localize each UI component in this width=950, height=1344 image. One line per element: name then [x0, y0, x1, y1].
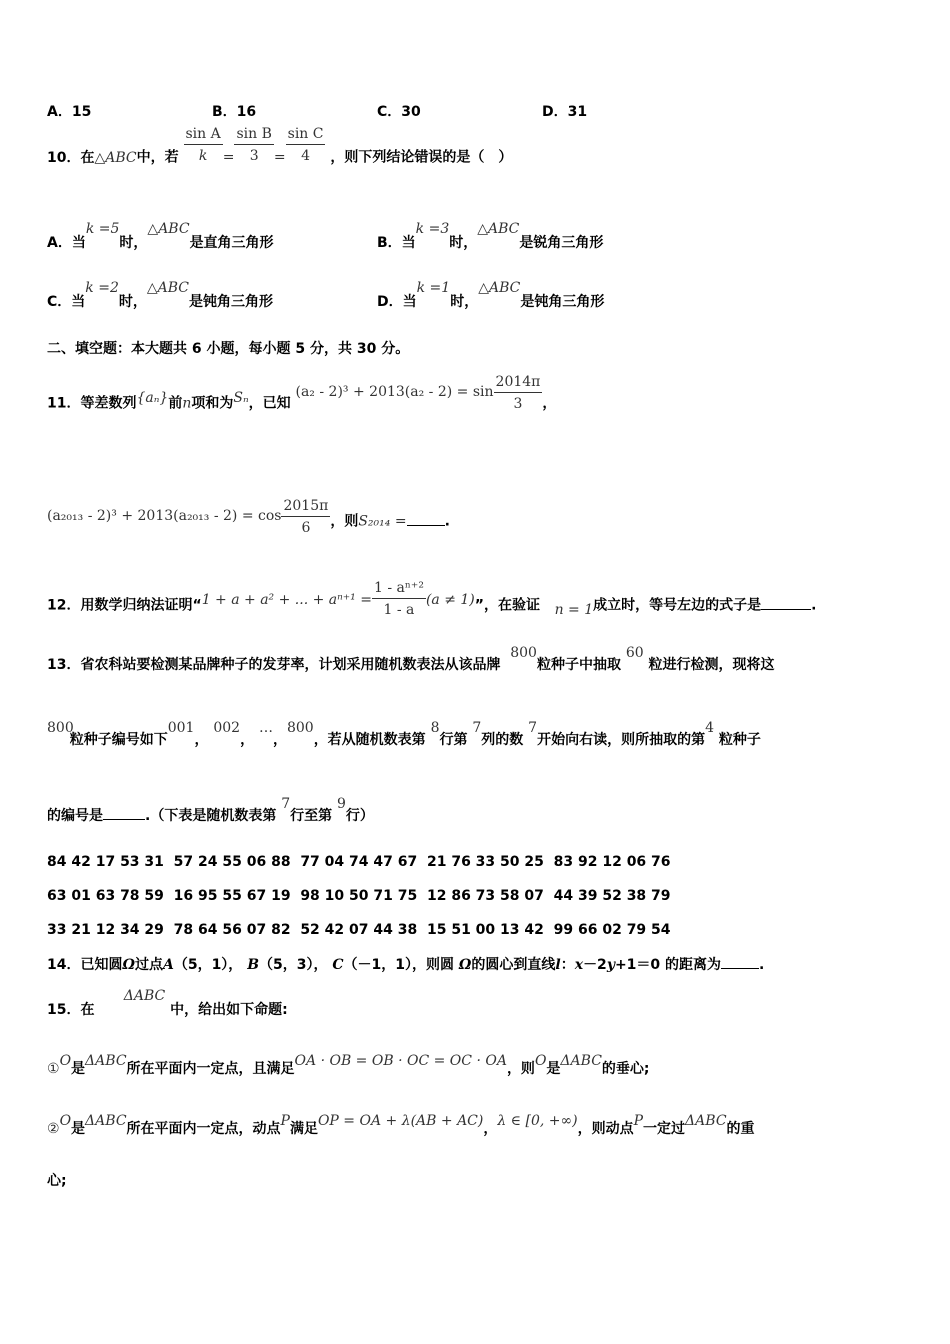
q14-point-b: B — [247, 957, 260, 973]
q9-option-b: B．16 — [212, 104, 257, 120]
q10-d-tail: 是钝角三角形 — [520, 294, 605, 310]
q9-option-a: A．15 — [47, 104, 92, 120]
q10-c-time: 时， — [118, 294, 147, 310]
q15-p1-eq: OA · OB = OB · OC = OC · OA — [294, 1053, 507, 1069]
q15-p1-tri: ΔABC — [85, 1053, 127, 1069]
q10-frac-c-num: sin C — [286, 124, 326, 145]
q12-num: 1 - aⁿ⁺² — [372, 578, 426, 599]
question-11-line-2 — [47, 500, 450, 543]
q11-seq: {aₙ} — [136, 389, 169, 406]
q15-p2-c: 满足 — [289, 1121, 318, 1137]
q12-fraction — [372, 578, 426, 621]
q13-l2d: 列的数 — [481, 732, 524, 748]
q15-p1-o: O — [59, 1053, 72, 1069]
q13-dots: … — [258, 720, 273, 736]
q15-p1-mark: ① — [47, 1061, 60, 1077]
q14-f: +1＝0 的距离为 — [614, 957, 722, 973]
q10-b-tri: △ABC — [477, 221, 520, 237]
q13-sep1: ， — [194, 732, 209, 748]
q11-mid2: 项和为 — [191, 395, 234, 412]
q10-a-k: k =5 — [85, 221, 120, 237]
q12-number: 12．用数学归纳法证明 — [47, 597, 193, 614]
q15-number: 15．在 — [47, 1002, 95, 1018]
q10-eq-1: = — [222, 149, 235, 166]
q14-x: x — [574, 957, 584, 973]
q11-then: ，则 — [330, 513, 359, 530]
q12-right-quote: ” — [474, 597, 484, 614]
q9-option-d: D．31 — [542, 104, 588, 120]
q10-frac-c-den: 4 — [301, 148, 311, 164]
q13-code-001: 001 — [167, 720, 195, 736]
q14-y: y — [606, 957, 615, 973]
q15-p2-sep: ， — [483, 1121, 498, 1137]
q10-c-tri: △ABC — [146, 280, 189, 296]
q10-c-tail: 是钝角三角形 — [189, 294, 273, 310]
q11-number: 11．等差数列 — [47, 395, 137, 412]
q13-l1b: 粒种子中抽取 — [536, 657, 621, 673]
q12-left-quote: “ — [192, 597, 202, 614]
q14-a: 14．已知圆 — [47, 957, 123, 973]
q11-mid3: ，已知 — [248, 395, 291, 412]
q15-proposition-1 — [47, 1053, 650, 1079]
q13-l1-800: 800 — [510, 645, 537, 661]
q13-sep2: ， — [240, 732, 255, 748]
q14-coord-c: （－1，1），则圆 — [343, 957, 455, 973]
q10-option-c — [47, 280, 273, 312]
q15-p2-lambda: λ ∈ [0, +∞) — [497, 1113, 578, 1129]
q10-a-time: 时， — [119, 235, 148, 251]
q13-code-002: 002 — [213, 720, 241, 736]
q15-p2-tri2: ΔABC — [685, 1113, 727, 1129]
q13-l2e: 开始向右读，则所抽取的第 — [537, 732, 706, 748]
q11-n: n — [182, 395, 192, 412]
q11-eq2-fraction — [281, 496, 330, 539]
q13-row-7: 7 — [281, 796, 291, 812]
q10-a-pre: A．当 — [47, 235, 86, 251]
q10-b-time: 时， — [449, 235, 478, 251]
q11-comma: ， — [542, 395, 557, 412]
q15-p2-o: O — [59, 1113, 72, 1129]
q10-fraction-a — [184, 124, 223, 167]
q15-p1-b: 所在平面内一定点，且满足 — [126, 1061, 295, 1077]
q13-l1a: 13．省农科站要检测某品牌种子的发芽率，计划采用随机数表法从该品牌 — [47, 657, 501, 673]
q11-eq1-den: 3 — [513, 396, 523, 412]
q15-proposition-2-cont: 心; — [47, 1173, 67, 1189]
q11-eq1-num: 2014π — [494, 372, 543, 393]
q10-b-tail: 是锐角三角形 — [519, 235, 604, 251]
q10-d-time: 时， — [450, 294, 479, 310]
q10-frac-a-den: k — [198, 148, 208, 164]
q14-d: ： — [560, 957, 575, 973]
q14-b: 过点 — [134, 957, 163, 973]
q11-sn: Sₙ — [233, 389, 249, 406]
q14-line-l: l — [555, 957, 561, 973]
q15-p1-tri2: ΔABC — [560, 1053, 602, 1069]
q13-l2-800: 800 — [47, 720, 74, 736]
q10-b-k: k =3 — [415, 221, 450, 237]
q12-den: 1 - a — [383, 602, 415, 618]
q11-eq2-num: 2015π — [281, 496, 330, 517]
q15-p2-f: 的重 — [726, 1121, 755, 1137]
q10-option-d — [377, 280, 605, 312]
q15-p1-e: 的垂心; — [601, 1061, 650, 1077]
question-12 — [47, 580, 817, 627]
q14-point-c: C — [332, 957, 344, 973]
q10-c-pre: C．当 — [47, 294, 86, 310]
q10-fraction-c — [286, 124, 326, 167]
q13-row-9: 9 — [337, 796, 346, 812]
q10-eq-2: = — [273, 149, 286, 166]
q15-p2-mark: ② — [47, 1121, 60, 1137]
q15-triangle: ΔABC — [123, 988, 166, 1004]
q10-a-tri: △ABC — [147, 221, 190, 237]
q12-cond: (a ≠ 1) — [425, 591, 475, 608]
q13-code-800: 800 — [286, 720, 314, 736]
q13-l2f: 粒种子 — [718, 732, 761, 748]
q10-option-a — [47, 221, 274, 253]
q12-answer-blank[interactable] — [761, 595, 811, 610]
q13-l3c: 行至第 — [290, 808, 333, 824]
q15-mid: 中，给出如下命题: — [170, 1002, 288, 1018]
q12-end: . — [811, 597, 817, 614]
q13-l3b: .（下表是随机数表第 — [145, 808, 277, 824]
q12-tail: 成立时，等号左边的式子是 — [593, 597, 762, 614]
q14-omega: Ω — [122, 957, 135, 973]
question-13-line-3 — [47, 796, 374, 826]
q13-l2c: 行第 — [439, 732, 468, 748]
q11-end: . — [444, 513, 450, 530]
q15-p1-a: 是 — [71, 1061, 86, 1077]
q10-mid: 中，若 — [136, 149, 179, 166]
q13-l2b: ，若从随机数表第 — [313, 732, 426, 748]
random-table-row-8: 63 01 63 78 59 16 95 55 67 19 98 10 50 71 75 12 86 73 58 07 44 39 52 38 79 — [47, 888, 671, 904]
q14-omega-2: Ω — [458, 957, 472, 973]
q11-eq2-den: 6 — [301, 520, 311, 536]
q11-s2014: S₂₀₁₄ = — [358, 513, 407, 530]
q10-option-b — [377, 221, 604, 253]
q10-frac-a-num: sin A — [184, 124, 223, 145]
q14-c: 的圆心到直线 — [471, 957, 556, 973]
question-15 — [47, 988, 288, 1020]
q15-p2-e: 一定过 — [643, 1121, 686, 1137]
q9-option-c: C．30 — [377, 104, 421, 120]
q15-p2-p2: P — [633, 1113, 644, 1129]
q14-end: . — [759, 957, 765, 973]
q13-l2a: 粒种子编号如下 — [69, 732, 168, 748]
section-2-heading: 二、填空题：本大题共 6 小题，每小题 5 分，共 30 分。 — [47, 341, 410, 357]
q14-point-a: A — [162, 957, 174, 973]
q10-fraction-b — [234, 124, 273, 167]
question-13-line-1 — [47, 645, 775, 675]
q11-mid1: 前 — [168, 395, 183, 412]
q15-p2-p: P — [280, 1113, 290, 1129]
random-table-row-7: 84 42 17 53 31 57 24 55 06 88 77 04 74 47 67 21 76 33 50 25 83 92 12 06 76 — [47, 854, 671, 870]
q13-col-7: 7 — [472, 720, 482, 736]
q10-triangle: △ABC — [94, 149, 137, 166]
q15-p2-tri: ΔABC — [85, 1113, 127, 1129]
q15-p2-d: ，则动点 — [577, 1121, 634, 1137]
random-table-row-9: 33 21 12 34 29 78 64 56 07 82 52 42 07 44 38 15 51 00 13 42 99 66 02 79 54 — [47, 922, 671, 938]
q15-p2-a: 是 — [71, 1121, 86, 1137]
q13-value-7: 7 — [528, 720, 538, 736]
q12-lhs: 1 + a + a² + ... + aⁿ⁺¹ = — [201, 591, 372, 608]
q11-answer-blank[interactable] — [407, 511, 445, 526]
q15-p2-eq: OP = OA + λ(AB + AC) — [317, 1113, 484, 1129]
q14-coord-b: （5，3）， — [259, 957, 328, 973]
q10-frac-b-num: sin B — [234, 124, 273, 145]
q14-e: －2 — [583, 957, 607, 973]
q10-frac-b-den: 3 — [249, 148, 259, 164]
q10-c-k: k =2 — [85, 280, 119, 296]
question-13-line-2 — [47, 720, 761, 750]
q15-p1-d: 是 — [546, 1061, 561, 1077]
q11-eq2-lhs: (a₂₀₁₃ - 2)³ + 2013(a₂₀₁₃ - 2) = cos — [47, 507, 282, 524]
q12-mid: ，在验证 — [483, 597, 540, 614]
q13-l3d: 行） — [345, 808, 374, 824]
q14-coord-a: （5，1）， — [173, 957, 243, 973]
q11-eq1-lhs: (a₂ - 2)³ + 2013(a₂ - 2) = sin — [295, 383, 494, 400]
q13-sep3: ， — [272, 732, 287, 748]
question-10 — [47, 126, 513, 179]
q13-l1c: 粒进行检测，现将这 — [648, 657, 775, 673]
q13-l1-60: 60 — [625, 645, 644, 661]
q10-d-pre: D．当 — [377, 294, 417, 310]
question-11-line-1 — [47, 374, 557, 425]
q10-b-pre: B．当 — [377, 235, 416, 251]
q12-n1: n = 1 — [554, 601, 594, 618]
q13-row-8: 8 — [430, 720, 440, 736]
q15-p2-b: 所在平面内一定点，动点 — [126, 1121, 281, 1137]
q11-eq1-fraction — [494, 372, 543, 415]
q15-proposition-2 — [47, 1113, 755, 1139]
q14-answer-blank[interactable] — [721, 954, 759, 969]
q10-d-tri: △ABC — [478, 280, 521, 296]
question-14 — [47, 954, 764, 975]
q15-p1-o2: O — [534, 1053, 547, 1069]
q10-number: 10．在 — [47, 149, 95, 166]
q10-d-k: k =1 — [416, 280, 451, 296]
q13-answer-blank[interactable] — [103, 805, 145, 820]
q10-tail: ，则下列结论错误的是（ ） — [330, 149, 513, 166]
q13-l3a: 的编号是 — [47, 808, 103, 824]
q10-a-tail: 是直角三角形 — [189, 235, 274, 251]
q15-p1-c: ，则 — [506, 1061, 535, 1077]
q13-index-4: 4 — [705, 720, 714, 736]
